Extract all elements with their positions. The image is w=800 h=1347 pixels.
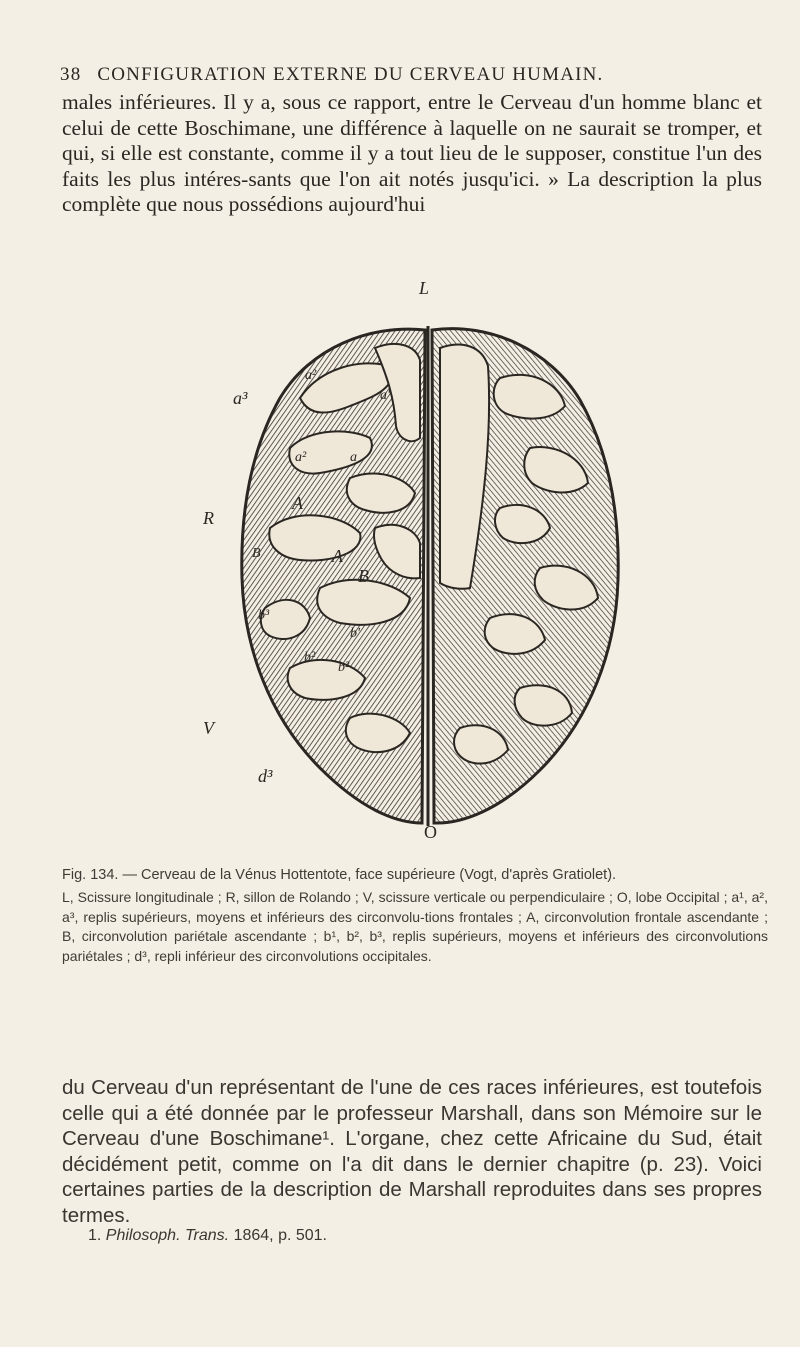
figure-caption: Fig. 134. — Cerveau de la Vénus Hottentote, face supérieure (Vogt, d'après Gratiolet). <box>62 867 617 883</box>
label-b3: b³ <box>258 608 270 623</box>
brain-figure <box>200 278 640 848</box>
label-b1: b' <box>350 626 360 641</box>
label-b2b: b² <box>338 660 350 675</box>
paragraph-1: males inférieures. Il y a, sous ce rapport, entre le Cerveau d'un homme blanc et celui de cette Boschimane, une différence à laquelle on ne saurait se tromper, et qui, si elle est constante, comme il y a tout lieu de le supposer, constitue l'un des faits les plus intéres-sants que l'on ait notés jusqu'ici. » La description la plus complète que nous possédions aujourd'hui <box>62 90 762 216</box>
footnote-number: 1. <box>88 1227 102 1244</box>
label-a3: a³ <box>233 388 248 408</box>
running-title: CONFIGURATION EXTERNE DU CERVEAU HUMAIN. <box>97 64 604 85</box>
label-a: a <box>350 450 357 465</box>
label-O: O <box>424 822 437 842</box>
running-header <box>60 64 760 86</box>
label-a2b: a² <box>295 450 307 465</box>
label-R: R <box>203 508 214 528</box>
label-V: V <box>203 718 214 738</box>
footnote-journal: Philosoph. Trans. <box>105 1227 230 1244</box>
label-B2: B <box>358 566 369 586</box>
label-A1: A <box>292 493 303 513</box>
label-L: L <box>419 278 430 298</box>
label-B1: B <box>252 546 261 561</box>
label-A2: A <box>332 546 343 566</box>
figure-legend: L, Scissure longitudinale ; R, sillon de Rolando ; V, scissure verticale ou perpendiculaire ; O, lobe Occipital ; a¹, a², a³, replis supérieurs, moyens et inférieurs des circonvolu-tions frontales ; A, circonvolution frontale ascendante ; B, circonvolution pariétale ascendante ; b¹, b², b³, replis supérieurs, moyens et inférieurs des circonvolutions pariétales ; d³, repli inférieur des circonvolutions occipitales. <box>62 889 768 964</box>
brain-illustration <box>200 288 640 848</box>
page-number: 38 <box>60 64 82 85</box>
label-a2: a² <box>305 368 317 383</box>
label-a1: a' <box>380 388 390 403</box>
paragraph-2: du Cerveau d'un représentant de l'une de ces races inférieures, est toutefois celle qui a été donnée par le professeur Marshall, dans son Mémoire sur le Cerveau d'une Boschimane¹. L'organe, chez cette Africaine du Sud, était décidément petit, comme on l'a dit dans le dernier chapitre (p. 23). Voici certaines parties de la description de Marshall reproduites dans ses propres termes. <box>62 1076 762 1227</box>
footnote-rest: 1864, p. 501. <box>233 1227 327 1244</box>
label-b2: b² <box>304 650 316 665</box>
footnote <box>88 1227 327 1245</box>
label-d3: d³ <box>258 766 273 786</box>
